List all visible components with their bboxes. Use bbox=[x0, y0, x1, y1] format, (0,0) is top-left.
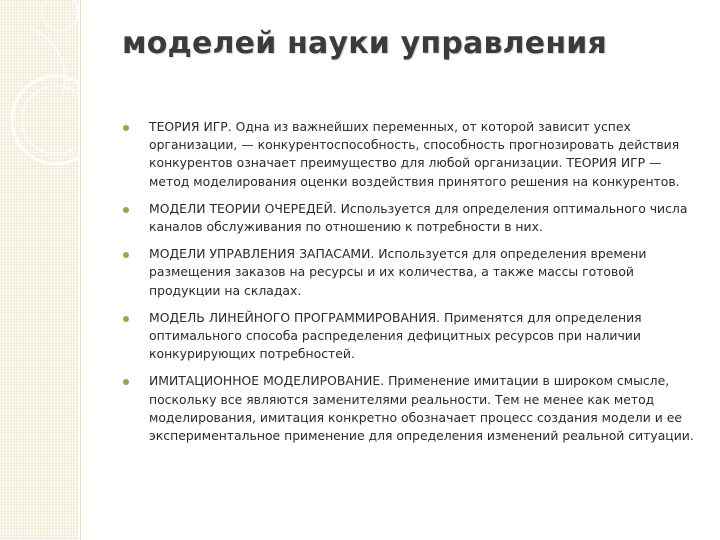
list-item-text: МОДЕЛЬ ЛИНЕЙНОГО ПРОГРАММИРОВАНИЯ. Применятся для определения оптимального способа распределения дефицитных ресурсов при наличии конкурирующих потребностей. bbox=[149, 309, 642, 362]
bullet-dot-icon bbox=[123, 379, 129, 385]
list-item bbox=[122, 118, 702, 191]
list-item bbox=[122, 309, 702, 364]
decorative-circles-graphic bbox=[0, 0, 78, 540]
list-item-text: МОДЕЛИ УПРАВЛЕНИЯ ЗАПАСАМИ. Используется для определения времени размещения заказов на ресурсы и их количества, а также массы готовой продукции на складах. bbox=[149, 246, 647, 298]
list-item bbox=[122, 245, 702, 300]
bullet-dot-icon bbox=[123, 316, 129, 322]
list-item-text: ТЕОРИЯ ИГР. Одна из важнейших переменных, от которой зависит успех организации, — конкурентоспособность, способность прогнозировать действия конкурентов означает преимущество для любой организации. ТЕОРИЯ ИГР — метод моделирования оценки воздействия принятого решения на конкурентов. bbox=[149, 119, 680, 189]
page-title: моделей науки управления bbox=[122, 26, 607, 61]
list-item-text: МОДЕЛИ ТЕОРИИ ОЧЕРЕДЕЙ. Используется для определения оптимального числа каналов обслуживания по отношению к потребности в них. bbox=[149, 200, 688, 235]
bullet-dot-icon bbox=[123, 125, 129, 131]
bullet-list bbox=[122, 118, 702, 454]
list-item bbox=[122, 372, 702, 445]
bullet-dot-icon bbox=[123, 207, 129, 213]
decorative-side-band bbox=[0, 0, 78, 540]
list-item bbox=[122, 200, 702, 236]
list-item-text: ИМИТАЦИОННОЕ МОДЕЛИРОВАНИЕ. Применение имитации в широком смысле, поскольку все являются заменителями реальности. Тем не менее как метод моделирования, имитация конкретно обозначает процесс создания модели и ее экспериментальное применение для определения изменений реальной ситуации. bbox=[149, 373, 694, 444]
band-divider bbox=[80, 0, 81, 540]
bullet-dot-icon bbox=[123, 252, 129, 258]
